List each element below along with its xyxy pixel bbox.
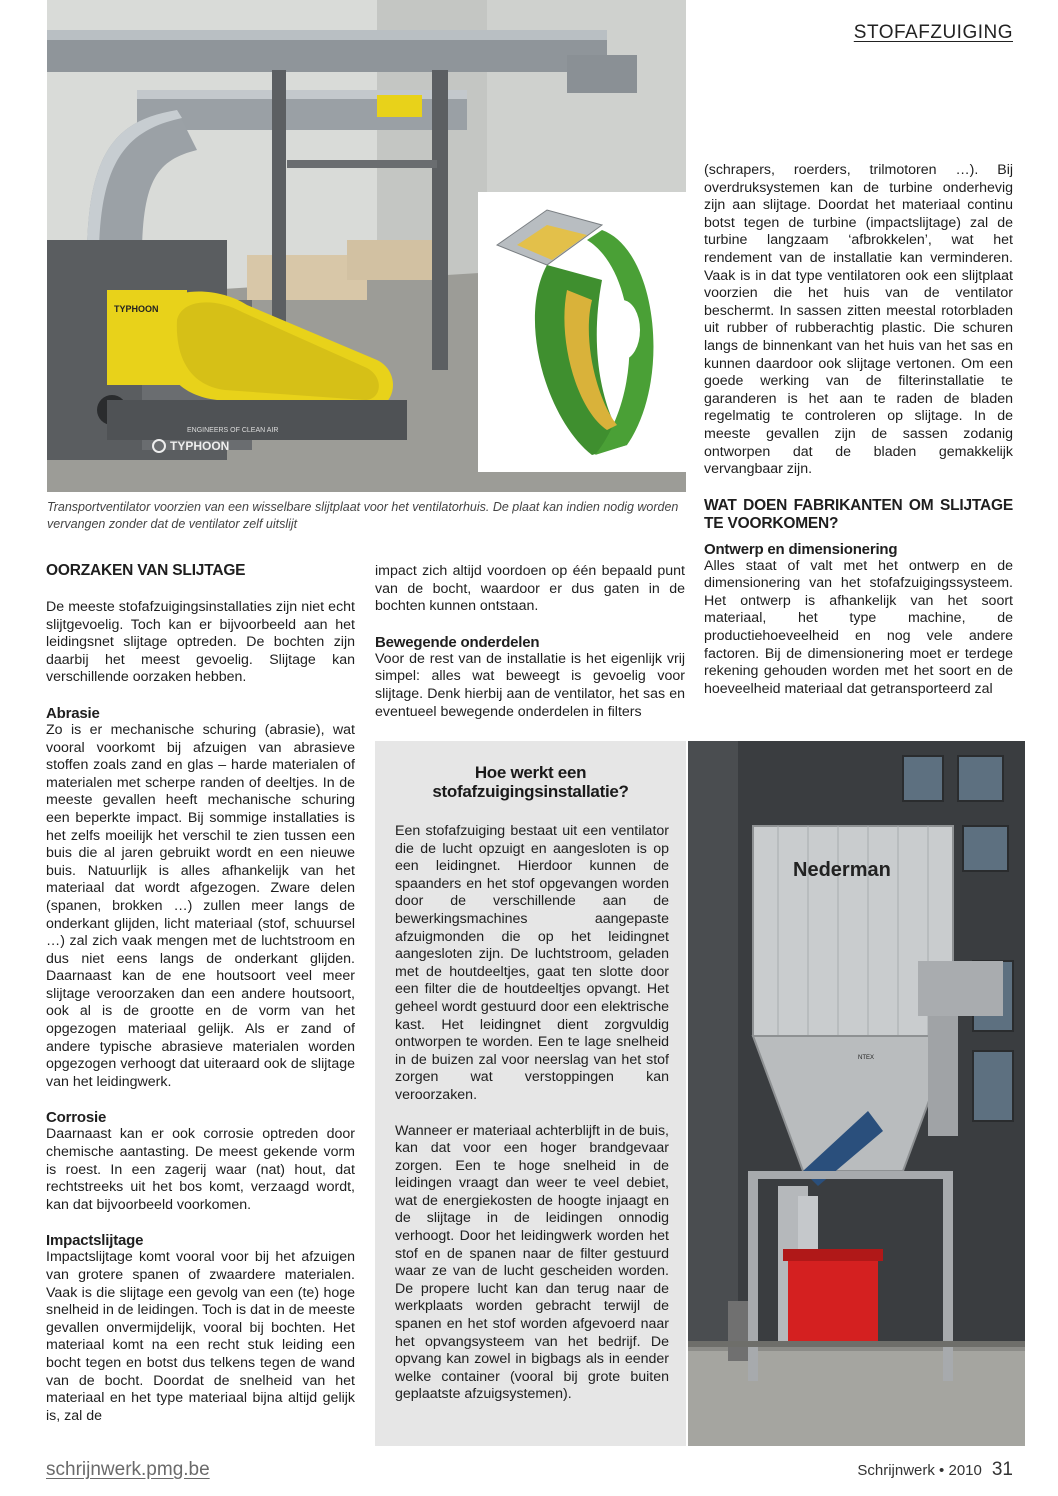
continued-paragraph: (schrapers, roerders, trilmotoren …). Bij overdruksystemen kan de turbine onderhevig zijn aan slijtage. Doordat het materiaal continu botst tegen de turbine (impactslijtage) zal de turbine langzaam ‘afbrokkelen’, wat het rendement van de installatie kan verminderen. Vaak is in dat type ventilatoren ook een slijtplaat voorzien die het huis van de ventilator beschermt. In sassen zitten meestal rotorbladen uit rubber of rubberachtig plastic. Die schuren langs de binnenkant van het huis van het sas en kunnen daardoor ook slijtage vertonen. Om een goede werking van de filterinstallatie te garanderen is het aan te raden de bladen regelmatig te controleren op slijtage. In de meeste gevallen zijn de sassen zodanig ontworpen dat de bladen gemakkelijk vervangbaar zijn. — [704, 162, 1013, 478]
filter-brand-label: Nederman — [793, 859, 891, 881]
info-box — [375, 741, 686, 1446]
heading-fabrikanten: WAT DOEN FABRIKANTEN OM SLIJTAGE TE VOORKOMEN? — [704, 496, 1013, 532]
subheading-bewegende-onderdelen: Bewegende onderdelen — [375, 633, 540, 651]
footer-issue-info — [857, 1459, 1013, 1481]
filter-installation-photo — [688, 741, 1025, 1446]
subheading-ontwerp: Ontwerp en dimensionering — [704, 540, 898, 558]
footer-issue: Schrijnwerk • 2010 — [857, 1462, 982, 1479]
column-3 — [704, 162, 1013, 716]
corrosie-paragraph: Daarnaast kan er ook corrosie optreden door chemische aantasting. De meest gekende vorm is roest. In een zagerij waar (nat) hout, dat rechtstreeks uit het bos komt, verzaagd wordt, kan dat bijvoorbeeld voorkomen. — [46, 1126, 355, 1213]
column-1 — [46, 562, 355, 1443]
heading-oorzaken: OORZAKEN VAN SLIJTAGE — [46, 562, 246, 579]
photo-caption: Transportventilator voorzien van een wisselbare slijtplaat voor het ventilatorhuis. De plaat kan indien nodig worden vervangen zonder dat de ventilator zelf uitslijt — [47, 500, 679, 531]
nameplate: NTEX — [858, 1055, 875, 1061]
info-box-paragraph-2: Wanneer er materiaal achterblijft in de buis, kan dat voor een hoger brandgevaar zorgen. Een te hoge snelheid in de leidingen vraagt dan weer te veel debiet, wat de energiekosten de hoogte injaagt en de slijtage in de leidingen onnodig verhoogt. Door het leidingwerk worden het stof en de spanen naar de filter gestuurd waar ze van de lucht gescheiden worden. De propere lucht kan dan terug naar de werkplaats worden gebracht terwijl de spanen en het stof worden afgevoerd naar het opvangsysteem van het bedrijf. De opvang kan zowel in bigbags als in eender welke container (vooral bij grote buiten geplaatste afzuigsystemen). — [395, 1122, 669, 1403]
info-box-paragraph-1: Een stofafzuiging bestaat uit een ventilator die de lucht opzuigt en aangesloten is op een leidingnet. Hierdoor kunnen de spaanders en het stof opgevangen worden door de verschillende aan de bewerkingsmachines aangepaste afzuigmonden die op het leidingnet aangesloten zijn. De luchtstroom, geladen met de houtdeeltjes, gaat ten slotte door een filter die de houtdeeltjes opvangt. Het geheel wordt gestuurd door een elektrische kast. Het leidingnet dient zorgvuldig ontworpen te worden. Een te lage snelheid in de buizen zal voor neerslag van het stof zorgen wat verstoppingen kan veroorzaken. — [395, 823, 669, 1103]
info-box-title: Hoe werkt een stofafzuigingsinstallatie? — [432, 763, 629, 801]
machine-label-top: TYPHOON — [114, 304, 159, 314]
info-box-body — [395, 823, 669, 1422]
footer-website[interactable]: schrijnwerk.pmg.be — [46, 1459, 210, 1480]
section-tag: STOFAFZUIGING — [853, 22, 1013, 43]
subheading-impactslijtage: Impactslijtage — [46, 1232, 144, 1250]
impact-continued-paragraph: impact zich altijd voordoen op één bepaald punt van de bocht, waardoor er dus gaten in de bochten kunnen ontstaan. — [375, 563, 685, 615]
subheading-corrosie: Corrosie — [46, 1109, 107, 1127]
fan-installation-illustration — [47, 0, 686, 492]
impact-paragraph: Impactslijtage komt vooral voor bij het afzuigen van grotere spanen of zwaardere materialen. Vaak is die slijtage een gevolg van een (te) hoge snelheid in de leidingen. Toch is dat in de meeste gevallen onvermijdelijk, vooral bij bochten. Het materiaal komt na een recht stuk leiding een bocht tegen en botst dus telkens tegen de wand van de bocht. Doordat de snelheid van het materiaal en het type materiaal bijna altijd gelijk is, zal de — [46, 1249, 355, 1424]
subheading-abrasie: Abrasie — [46, 704, 100, 722]
abrasie-paragraph: Zo is er mechanische schuring (abrasie), wat vooral voorkomt bij afzuigen van abrasieve stoffen zoals zand en glas – harde materialen of materialen met scherpe randen of deeltjes. In de meeste gevallen heeft mechanische schuring een beperkte impact. Bij sommige installaties is het zelfs moeilijk het verschil te zien tussen een buis die al jaren gebruikt wordt en een nieuwe buis. Natuurlijk is alles afhankelijk van het materiaal dat wordt afgezogen. Zware delen (spanen, brokken …) zullen meer langs de onderkant glijden, licht materiaal (stof, schuursel …) zal zich vaak mengen met de luchtstroom en dus niet eens langs de onderkant glijden. Daarnaast kan de ene houtsoort veel meer slijtage veroorzaken dan een andere houtsoort, ook al is de grootte en de vorm van het opgezogen materiaal gelijk. Als er zand of andere typische abrasieve materialen worden opgezogen verhoogt dat uiteraard ook de slijtage van het leidingwerk. — [46, 721, 355, 1090]
fan-installation-photo — [47, 0, 686, 492]
wear-plate-render — [478, 192, 686, 472]
page-number: 31 — [991, 1459, 1013, 1480]
filter-installation-illustration — [688, 741, 1025, 1446]
intro-paragraph: De meeste stofafzuigingsinstallaties zijn niet echt slijtgevoelig. Toch kan er bijvoorbeeld aan het leidingsnet slijtage optreden. De bochten zijn daarbij het meest gevoelig. Slijtage kan verschillende oorzaken hebben. — [46, 599, 355, 686]
ontwerp-paragraph: Alles staat of valt met het ontwerp en de dimensionering van het stofafzuigingssysteem. Het ontwerp is afhankelijk van het soort materiaal, het type machine, de productiehoeveelheid en nog vele andere factoren. Bij de dimensionering moet er terdege rekening gehouden worden met het soort en de hoeveelheid materiaal dat getransporteerd zal — [704, 557, 1013, 697]
column-2 — [375, 563, 685, 739]
machine-label-bottom: ENGINEERS OF CLEAN AIR — [187, 427, 279, 434]
machine-brand: TYPHOON — [170, 439, 230, 453]
bewegende-paragraph: Voor de rest van de installatie is het eigenlijk vrij simpel: alles wat beweegt is gevoelig voor slijtage. Denk hierbij aan de ventilator, het sas en eventueel bewegende onderdelen in filters — [375, 650, 685, 720]
